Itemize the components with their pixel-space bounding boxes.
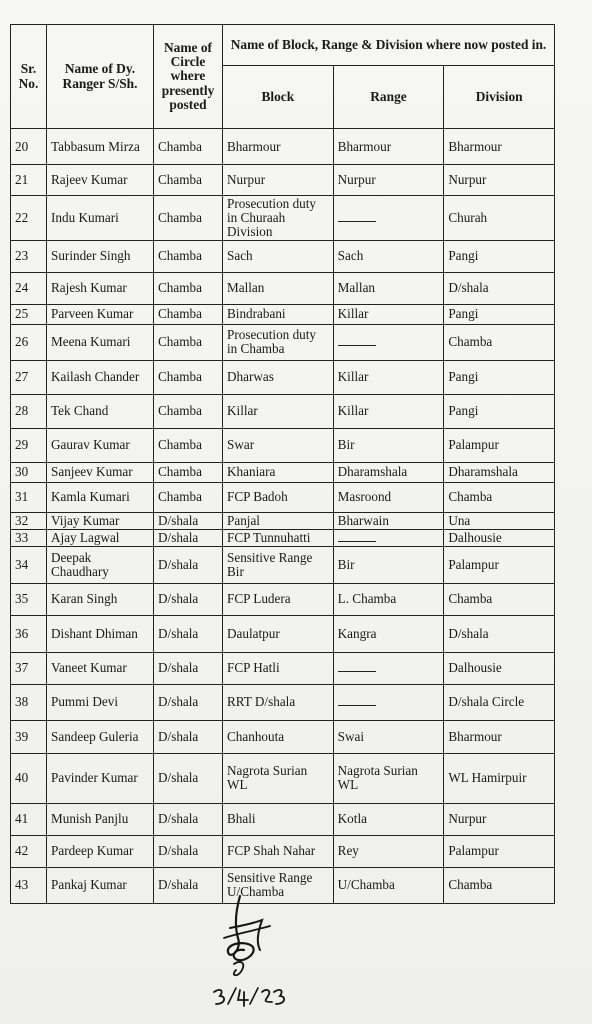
cell-block: Sensitive Range U/Chamba [223,867,334,903]
cell-sr: 22 [11,196,47,241]
cell-range: Rey [333,835,444,867]
cell-range: Swai [333,720,444,753]
table-row [11,482,555,512]
cell-circle: D/shala [154,615,223,652]
cell-circle: Chamba [154,272,223,304]
cell-name: Deepak Chaudhary [47,546,154,583]
cell-name: Pummi Devi [47,684,154,720]
cell-division: Dharamshala [444,462,555,482]
cell-name: Sanjeev Kumar [47,462,154,482]
cell-sr: 27 [11,360,47,394]
table-row [11,803,555,835]
cell-range: Sach [333,240,444,272]
handwritten-date [210,982,290,1012]
cell-range: Nagrota Surian WL [333,753,444,803]
cell-circle: D/shala [154,684,223,720]
table-row [11,684,555,720]
cell-name: Pardeep Kumar [47,835,154,867]
posting-table [10,24,555,904]
table-row [11,720,555,753]
table-row [11,652,555,684]
table-row [11,129,555,165]
cell-name: Indu Kumari [47,196,154,241]
cell-block: Sach [223,240,334,272]
cell-sr: 28 [11,394,47,428]
cell-block: Nagrota Surian WL [223,753,334,803]
cell-division: Palampur [444,835,555,867]
cell-range: Kotla [333,803,444,835]
cell-range: Bharwain [333,512,444,529]
cell-division: D/shala [444,272,555,304]
cell-circle: D/shala [154,652,223,684]
cell-name: Rajeev Kumar [47,165,154,196]
table-row [11,240,555,272]
cell-range: Killar [333,360,444,394]
signature-mark [200,890,290,990]
cell-range: Masroond [333,482,444,512]
cell-circle: D/shala [154,835,223,867]
cell-range [333,196,444,241]
cell-sr: 37 [11,652,47,684]
cell-division: Chamba [444,482,555,512]
cell-division: Nurpur [444,803,555,835]
cell-range: U/Chamba [333,867,444,903]
cell-name: Kailash Chander [47,360,154,394]
cell-range: Dharamshala [333,462,444,482]
cell-circle: Chamba [154,482,223,512]
table-row [11,324,555,360]
table-row [11,512,555,529]
cell-circle: Chamba [154,324,223,360]
table-row [11,462,555,482]
cell-sr: 32 [11,512,47,529]
cell-sr: 26 [11,324,47,360]
table-row [11,546,555,583]
cell-sr: 23 [11,240,47,272]
cell-block: FCP Ludera [223,583,334,615]
cell-range: Mallan [333,272,444,304]
blank-dash [338,345,376,346]
cell-circle: D/shala [154,529,223,546]
cell-circle: Chamba [154,462,223,482]
cell-range: Bharmour [333,129,444,165]
cell-name: Parveen Kumar [47,304,154,324]
header-posted-group: Name of Block, Range & Division where now posted in. [223,25,555,66]
cell-block: FCP Shah Nahar [223,835,334,867]
cell-block: Prosecution duty in Churaah Division [223,196,334,241]
blank-dash [338,705,376,706]
table-row [11,272,555,304]
cell-range: Bir [333,546,444,583]
cell-block: FCP Tunnuhatti [223,529,334,546]
cell-circle: Chamba [154,165,223,196]
blank-dash [338,671,376,672]
cell-range [333,324,444,360]
cell-circle: D/shala [154,512,223,529]
cell-circle: D/shala [154,546,223,583]
cell-division: Chamba [444,324,555,360]
cell-block: Bharmour [223,129,334,165]
table-row [11,196,555,241]
cell-division: Bharmour [444,720,555,753]
cell-division: WL Hamirpuir [444,753,555,803]
cell-name: Dishant Dhiman [47,615,154,652]
cell-division: Chamba [444,867,555,903]
table-row [11,835,555,867]
cell-sr: 38 [11,684,47,720]
cell-block: Khaniara [223,462,334,482]
cell-name: Munish Panjlu [47,803,154,835]
cell-range: Bir [333,428,444,462]
cell-name: Sandeep Guleria [47,720,154,753]
signature-date [210,982,290,1012]
cell-range [333,684,444,720]
cell-sr: 42 [11,835,47,867]
table-row [11,360,555,394]
cell-name: Pankaj Kumar [47,867,154,903]
header-row [11,25,555,66]
cell-range [333,652,444,684]
cell-sr: 30 [11,462,47,482]
cell-division: Palampur [444,546,555,583]
cell-name: Pavinder Kumar [47,753,154,803]
cell-circle: D/shala [154,753,223,803]
cell-sr: 24 [11,272,47,304]
table-row [11,394,555,428]
cell-name: Kamla Kumari [47,482,154,512]
cell-name: Vaneet Kumar [47,652,154,684]
cell-sr: 31 [11,482,47,512]
cell-sr: 20 [11,129,47,165]
cell-sr: 36 [11,615,47,652]
cell-block: Nurpur [223,165,334,196]
cell-block: Mallan [223,272,334,304]
cell-circle: Chamba [154,304,223,324]
cell-block: Daulatpur [223,615,334,652]
cell-range: Killar [333,394,444,428]
cell-sr: 25 [11,304,47,324]
cell-name: Surinder Singh [47,240,154,272]
cell-sr: 39 [11,720,47,753]
cell-name: Meena Kumari [47,324,154,360]
blank-dash [338,221,376,222]
header-range: Range [333,66,444,129]
cell-name: Tabbasum Mirza [47,129,154,165]
cell-block: FCP Hatli [223,652,334,684]
cell-circle: D/shala [154,583,223,615]
table-row [11,583,555,615]
cell-block: Killar [223,394,334,428]
table-row [11,615,555,652]
cell-circle: D/shala [154,720,223,753]
cell-circle: Chamba [154,394,223,428]
cell-sr: 40 [11,753,47,803]
cell-division: Dalhousie [444,529,555,546]
cell-name: Vijay Kumar [47,512,154,529]
cell-division: Pangi [444,304,555,324]
cell-division: D/shala [444,615,555,652]
cell-division: Chamba [444,583,555,615]
cell-range: L. Chamba [333,583,444,615]
cell-sr: 43 [11,867,47,903]
cell-block: Sensitive Range Bir [223,546,334,583]
cell-range [333,529,444,546]
cell-sr: 41 [11,803,47,835]
blank-dash [338,541,376,542]
cell-circle: D/shala [154,803,223,835]
cell-sr: 29 [11,428,47,462]
cell-range: Nurpur [333,165,444,196]
cell-block: Chanhouta [223,720,334,753]
cell-block: Swar [223,428,334,462]
table-row [11,753,555,803]
cell-block: Bhali [223,803,334,835]
cell-name: Karan Singh [47,583,154,615]
cell-circle: Chamba [154,428,223,462]
cell-sr: 35 [11,583,47,615]
header-circle: Name of Circle where presently posted [154,25,223,129]
cell-block: Panjal [223,512,334,529]
cell-range: Kangra [333,615,444,652]
cell-division: Pangi [444,360,555,394]
cell-division: Churah [444,196,555,241]
cell-block: FCP Badoh [223,482,334,512]
cell-block: RRT D/shala [223,684,334,720]
header-sr-no: Sr. No. [11,25,47,129]
cell-division: D/shala Circle [444,684,555,720]
cell-range: Killar [333,304,444,324]
cell-name: Gaurav Kumar [47,428,154,462]
cell-circle: Chamba [154,129,223,165]
header-division: Division [444,66,555,129]
cell-block: Dharwas [223,360,334,394]
cell-block: Prosecution duty in Chamba [223,324,334,360]
cell-division: Bharmour [444,129,555,165]
cell-sr: 33 [11,529,47,546]
cell-name: Ajay Lagwal [47,529,154,546]
table-body [11,129,555,904]
cell-circle: D/shala [154,867,223,903]
cell-division: Palampur [444,428,555,462]
table-row [11,529,555,546]
cell-division: Pangi [444,240,555,272]
cell-division: Una [444,512,555,529]
header-block: Block [223,66,334,129]
cell-division: Nurpur [444,165,555,196]
cell-block: Bindrabani [223,304,334,324]
cell-division: Dalhousie [444,652,555,684]
cell-name: Rajesh Kumar [47,272,154,304]
cell-division: Pangi [444,394,555,428]
cell-circle: Chamba [154,240,223,272]
header-name: Name of Dy. Ranger S/Sh. [47,25,154,129]
cell-name: Tek Chand [47,394,154,428]
cell-sr: 21 [11,165,47,196]
cell-sr: 34 [11,546,47,583]
table-row [11,165,555,196]
cell-circle: Chamba [154,196,223,241]
cell-circle: Chamba [154,360,223,394]
table-row [11,428,555,462]
table-row [11,304,555,324]
